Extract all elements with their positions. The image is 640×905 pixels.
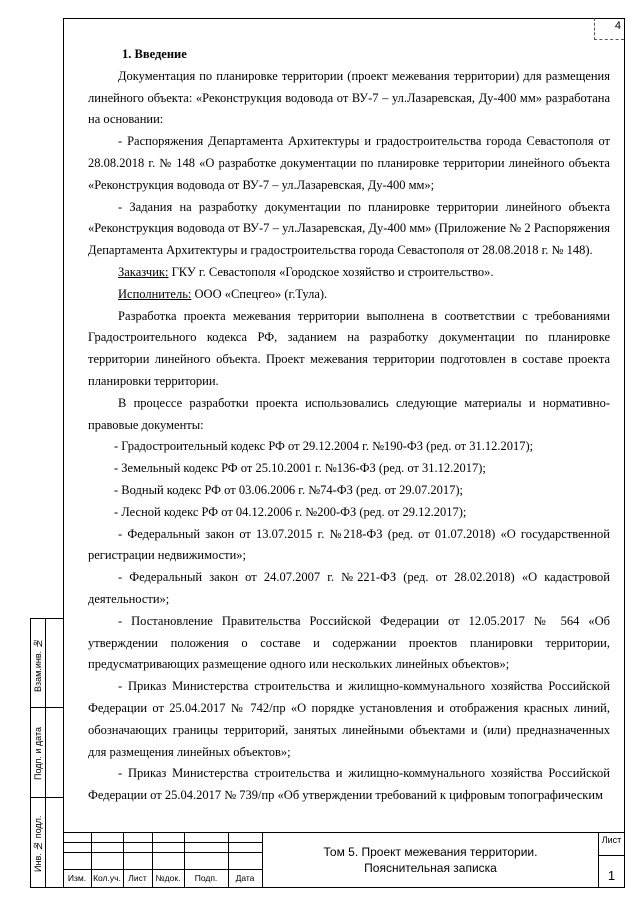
paragraph: - Распоряжения Департамента Архитектуры и градостроительства города Севастополя от 28.08.2018 г. № 148 «О разработке документации по планировке территории линейного объекта «Реконструкция водовода от ВУ-7 – ул.Лазаревская, Ду-400 мм»;: [88, 134, 610, 192]
col-kolych: Кол.уч.: [93, 873, 121, 883]
document-body: [88, 44, 610, 807]
col-list: Лист: [128, 873, 147, 883]
paragraph: Документация по планировке территории (проект межевания территории) для размещения линейного объекта: «Реконструкция водовода от ВУ-7 – ул.Лазаревская, Ду-400 мм» разработана на основании:: [88, 68, 610, 127]
list-item: - Лесной кодекс РФ от 04.12.2006 г. №200-ФЗ (ред. от 29.12.2017);: [114, 504, 467, 519]
page-number: 4: [594, 18, 624, 40]
list-item: - Водный кодекс РФ от 03.06.2006 г. №74-ФЗ (ред. от 29.07.2017);: [114, 482, 464, 497]
list-item: - Приказ Министерства строительства и жилищно-коммунального хозяйства Российской Федерации от 25.04.2017 № 739/пр «Об утверждении требований к цифровым топографическим: [88, 766, 610, 803]
col-ndok: №док.: [155, 873, 181, 883]
side-stamp: [30, 618, 63, 888]
col-podp: Подп.: [194, 873, 218, 883]
sheet-label: Лист: [601, 835, 622, 845]
vzam-label: Взам.инв. №: [33, 638, 43, 692]
col-izm: Изм.: [67, 873, 87, 883]
col-data: Дата: [235, 873, 255, 883]
inv-label: Инв. № подл.: [33, 815, 43, 873]
executor-label: Исполнитель:: [118, 286, 192, 301]
customer-value: ГКУ г. Севастополя «Городское хозяйство и строительство».: [168, 264, 494, 279]
list-item: - Приказ Министерства строительства и жилищно-коммунального хозяйства Российской Федерации от 25.04.2017 № 742/пр «О порядке установления и отображения красных линий, обозначающих границы территорий, занятых линейными объектами и (или) предназначенных для размещения линейных объектов»;: [88, 679, 610, 759]
sheet-number: 1: [607, 868, 616, 883]
section-heading: 1. Введение: [122, 47, 187, 61]
paragraph: Разработка проекта межевания территории выполнена в соответствии с требованиями Градостроительного кодекса РФ, заданием на разработку документации по планировке территории линейного объекта. Проект межевания территории подготовлен в составе проекта планировки территории.: [88, 308, 610, 388]
executor-line: [88, 284, 610, 306]
list-item: - Федеральный закон от 13.07.2015 г. №218-ФЗ (ред. от 01.07.2018) «О государственной регистрации недвижимости»;: [88, 526, 610, 563]
executor-value: ООО «Спецгео» (г.Тула).: [191, 286, 328, 301]
list-item: - Федеральный закон от 24.07.2007 г. №221-ФЗ (ред. от 28.02.2018) «О кадастровой деятельности»;: [88, 570, 610, 606]
paragraph: В процессе разработки проекта использовались следующие материалы и нормативно-правовые документы:: [88, 395, 610, 432]
customer-label: Заказчик:: [118, 264, 169, 279]
paragraph: - Задания на разработку документации по планировке территории линейного объекта «Реконструкция водовода от ВУ-7 – ул.Лазаревская, Ду-400 мм» (Приложение № 2 Распоряжения Департамента Архитектуры и градостроительства города Севастополя от 28.08.2018 г. № 148).: [88, 199, 610, 258]
list-item: - Градостроительный кодекс РФ от 29.12.2004 г. №190-ФЗ (ред. от 31.12.2017);: [114, 439, 534, 454]
list-item: - Постановление Правительства Российской Федерации от 12.05.2017 № 564 «Об утверждении положения о составе и содержании проектов планировки территории, предусматривающих размещение одного или нескольких линейных объектов»;: [88, 613, 610, 672]
podp-label: Подп. и дата: [33, 726, 43, 780]
document-title: Том 5. Проект межевания территории. Пояснительная записка: [323, 845, 538, 875]
customer-line: [88, 262, 610, 284]
title-block: [63, 832, 625, 888]
list-item: - Земельный кодекс РФ от 25.10.2001 г. №136-ФЗ (ред. от 31.12.2017);: [114, 461, 486, 476]
